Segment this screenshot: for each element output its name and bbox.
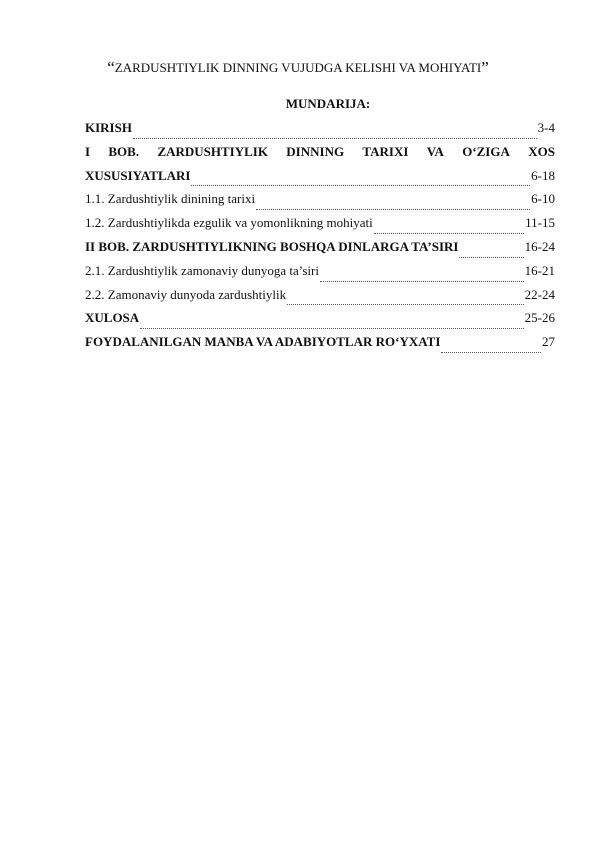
dot-leader <box>133 137 537 139</box>
title-open-quote: “ <box>107 58 115 77</box>
toc-entry-page: 6-18 <box>531 167 555 183</box>
title-text: ZARDUSHTIYLIK DINNING VUJUDGA KELISHI VA MOHIYATI <box>114 60 482 75</box>
toc-entry-label: 2.1. Zardushtiylik zamonaviy dunyoga ta’siri <box>85 262 319 278</box>
toc-entry-page: 27 <box>542 334 555 350</box>
dot-leader <box>459 256 523 258</box>
dot-leader <box>287 303 524 305</box>
toc-entry-chapter-1 <box>85 144 555 168</box>
toc-entry-references <box>85 334 555 358</box>
document-title <box>0 60 596 76</box>
dot-leader <box>256 208 530 210</box>
toc-heading: MUNDARIJA: <box>285 96 371 111</box>
toc-entry-label: KIRISH <box>85 120 132 135</box>
dot-leader <box>374 232 524 234</box>
toc-entry-chapter-2 <box>85 239 555 263</box>
toc-entry-label: II BOB. ZARDUSHTIYLIKNING BOSHQA DINLARGA TA’SIRI <box>85 238 459 254</box>
toc-entry-page: 6-10 <box>531 191 555 207</box>
table-of-contents <box>85 120 555 358</box>
toc-entry-page: 11-15 <box>525 215 555 231</box>
toc-word: TARIXI <box>362 143 409 159</box>
toc-entry-label: XUSUSIYATLARI <box>85 167 191 183</box>
dot-leader <box>320 280 524 282</box>
toc-entry-label: 1.2. Zardushtiylikda ezgulik va yomonlikning mohiyati <box>85 215 373 231</box>
toc-entry-page: 22-24 <box>524 286 555 302</box>
toc-word: BOB. <box>108 143 140 159</box>
title-close-quote: ” <box>481 58 489 77</box>
toc-word: VA <box>426 143 444 159</box>
toc-entry-xulosa <box>85 310 555 334</box>
toc-entry-label: FOYDALANILGAN MANBA VA ADABIYOTLAR RO‘YXATI <box>85 334 441 350</box>
toc-entry-label: 1.1. Zardushtiylik dinining tarixi <box>85 191 256 207</box>
dot-leader <box>191 184 530 186</box>
toc-entry-section-1-1 <box>85 191 555 215</box>
toc-entry-page: 3-4 <box>537 120 555 135</box>
toc-word: O‘ZIGA <box>462 143 510 159</box>
dot-leader <box>140 327 523 329</box>
toc-word: I <box>85 143 91 159</box>
toc-entry-label: XULOSA <box>85 310 140 326</box>
toc-entry-chapter-1-continued <box>85 168 555 192</box>
toc-word: ZARDUSHTIYLIK <box>157 143 268 159</box>
toc-word: XOS <box>528 143 555 159</box>
toc-entry-label: 2.2. Zamonaviy dunyoda zardushtiylik <box>85 286 287 302</box>
toc-word: DINNING <box>286 143 345 159</box>
toc-entry-kirish <box>85 120 555 144</box>
toc-entry-page: 16-24 <box>524 238 555 254</box>
toc-entry-section-2-2 <box>85 287 555 311</box>
toc-entry-page: 25-26 <box>524 310 555 326</box>
toc-entry-page: 16-21 <box>524 262 555 278</box>
toc-entry-section-2-1 <box>85 263 555 287</box>
dot-leader <box>441 351 541 353</box>
toc-entry-section-1-2 <box>85 215 555 239</box>
